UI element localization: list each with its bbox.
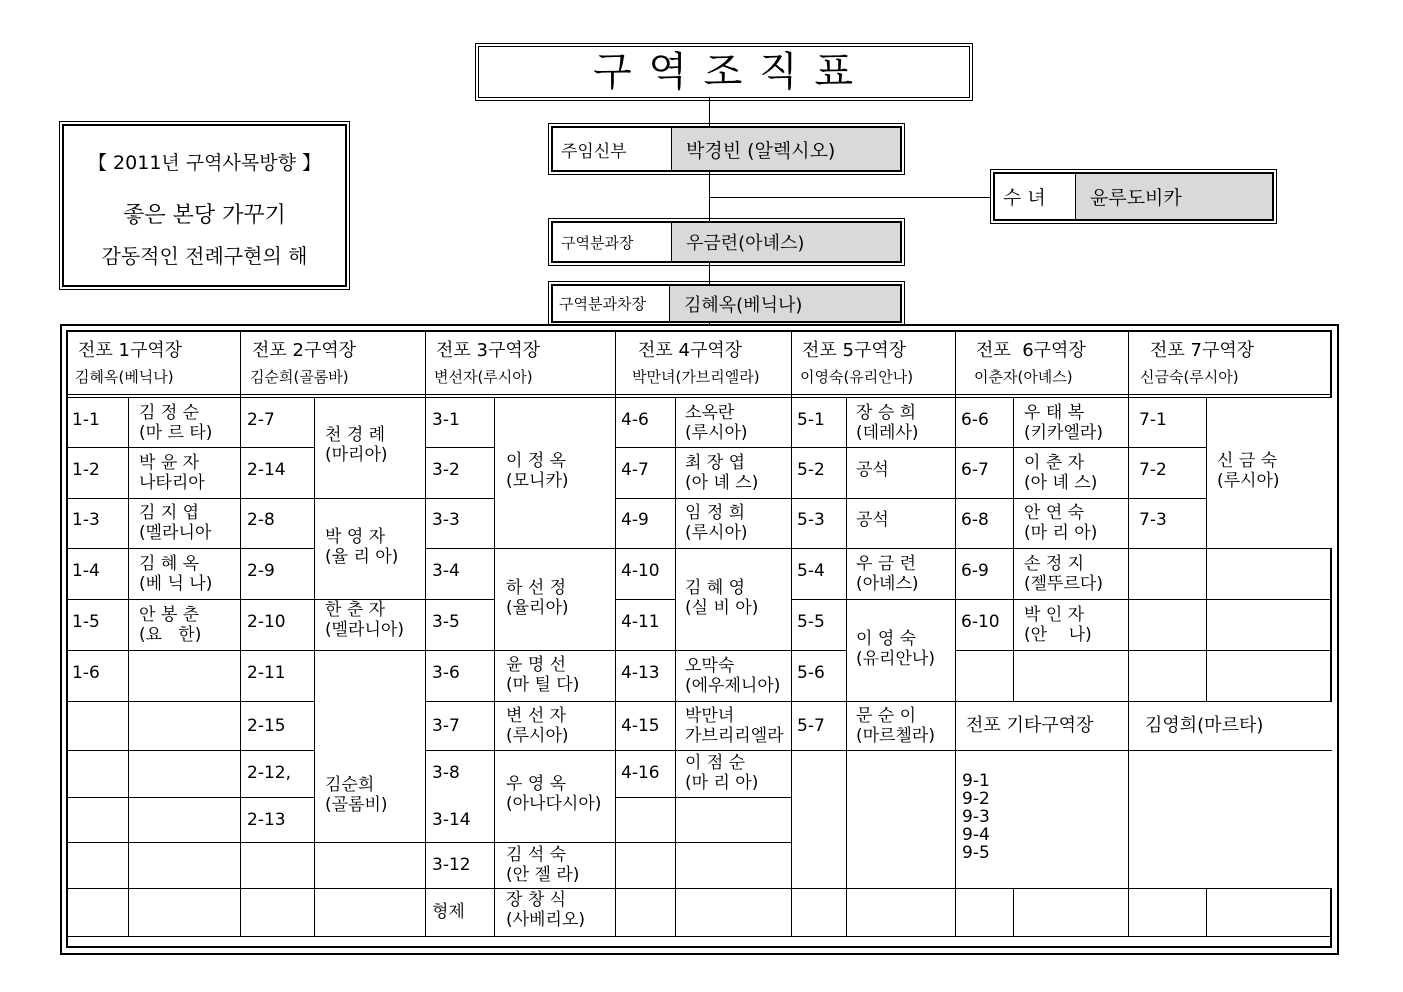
section-code: 3-6 (432, 663, 460, 683)
section-code: 형제 (432, 902, 465, 922)
member-name: 박 윤 자 나타리아 (139, 453, 205, 493)
header-col-line (1128, 332, 1129, 397)
member-name: 박만녀 가브리리엘라 (685, 706, 784, 746)
section-code: 6-6 (961, 410, 989, 430)
zone-header-name: 변선자(루시아) (434, 368, 533, 386)
member-name: 박 영 자 (율 리 아) (325, 527, 399, 567)
priest-box (551, 126, 902, 172)
member-name: 김 지 엽 (멜라니아 (139, 503, 212, 543)
zone-header-name: 이춘자(아녜스) (974, 368, 1073, 386)
member-name: 신 금 숙 (루시아) (1217, 451, 1280, 491)
member-name: 우 금 련 (아녜스) (856, 554, 919, 594)
nun-label: 수 녀 (995, 174, 1076, 219)
mission-line1: 【 2011년 구역사목방향 】 (88, 152, 321, 174)
section-code: 6-7 (961, 460, 989, 480)
zone-header-title: 전포 5구역장 (802, 340, 907, 361)
col-line (615, 397, 616, 936)
section-code: 1-4 (72, 561, 100, 581)
zone-header-title: 전포 4구역장 (638, 340, 743, 361)
section-code: 6-10 (961, 612, 1000, 632)
nun-name: 윤루도비카 (1076, 174, 1272, 219)
member-name: 이 정 옥 (모니카) (506, 451, 569, 491)
member-name: 박 인 자 (안 나) (1024, 605, 1092, 645)
section-code: 3-7 (432, 716, 460, 736)
member-name: 김 혜 옥 (베 닉 나) (139, 554, 213, 594)
section-code: 5-4 (797, 561, 825, 581)
zone-header-title: 전포 6구역장 (976, 340, 1086, 361)
zone-header-name: 김순희(골롬바) (250, 368, 349, 386)
section-code: 2-11 (247, 663, 286, 683)
section-code: 4-10 (621, 561, 660, 581)
member-name: 장 승 희 (데레사) (856, 403, 919, 443)
section-code: 1-3 (72, 510, 100, 530)
mission-box (62, 124, 347, 287)
section-code: 4-6 (621, 410, 649, 430)
connector-nun (709, 197, 991, 198)
head-box (551, 221, 902, 263)
mission-line3: 감동적인 전례구현의 해 (101, 244, 308, 268)
zone-header-name: 박만녀(가브리엘라) (632, 368, 760, 386)
section-code: 4-9 (621, 510, 649, 530)
member-name: 김 정 순 (마 르 타) (139, 403, 213, 443)
priest-name: 박경빈 (알렉시오) (672, 128, 900, 170)
nun-box (993, 172, 1274, 221)
col-line (128, 397, 129, 936)
member-name: 김순희 (골롬비) (325, 775, 388, 815)
member-name: 이 점 순 (마 리 아) (685, 753, 759, 793)
member-name: 하 선 정 (율리아) (506, 578, 569, 618)
etc-zone-name: 김영희(마르타) (1145, 715, 1264, 736)
section-code: 5-3 (797, 510, 825, 530)
section-code: 3-8 (432, 763, 460, 783)
member-name: 문 순 이 (마르첼라) (856, 706, 935, 746)
section-code: 3-1 (432, 410, 460, 430)
section-code: 3-3 (432, 510, 460, 530)
section-code: 4-16 (621, 763, 660, 783)
col-line (425, 397, 426, 936)
member-name: 최 장 엽 (아 녜 스) (685, 453, 759, 493)
vice-label: 구역분과차장 (553, 286, 670, 321)
member-name: 공석 (856, 510, 889, 530)
member-name: 한 춘 자 (멜라니아) (325, 600, 404, 640)
head-label: 구역분과장 (553, 223, 672, 261)
vice-box (551, 284, 902, 323)
section-code: 2-13 (247, 810, 286, 830)
priest-label: 주임신부 (553, 128, 672, 170)
row-line (68, 650, 1332, 651)
section-code: 3-4 (432, 561, 460, 581)
header-col-line (615, 332, 616, 397)
zone-header-name: 김혜옥(베닉나) (75, 368, 174, 386)
header-col-line (791, 332, 792, 397)
section-code: 3-5 (432, 612, 460, 632)
vice-name: 김혜옥(베닉나) (670, 286, 900, 321)
merged-cell (1129, 751, 1332, 888)
section-code: 5-2 (797, 460, 825, 480)
section-code: 2-9 (247, 561, 275, 581)
zone-header-title: 전포 7구역장 (1150, 340, 1255, 361)
section-code: 1-1 (72, 410, 100, 430)
section-code: 5-7 (797, 716, 825, 736)
zone-header-title: 전포 3구역장 (436, 340, 541, 361)
member-name: 이 춘 자 (아 녜 스) (1024, 453, 1098, 493)
etc-section-list: 9-1 9-2 9-3 9-4 9-5 (962, 771, 990, 863)
section-code: 1-6 (72, 663, 100, 683)
section-code: 3-12 (432, 855, 471, 875)
member-name: 윤 명 선 (마 틸 다) (506, 655, 580, 695)
zone-header-title: 전포 1구역장 (78, 340, 183, 361)
section-code: 1-5 (72, 612, 100, 632)
section-code: 4-15 (621, 716, 660, 736)
row-line (68, 946, 1332, 947)
section-code: 2-15 (247, 716, 286, 736)
member-name: 장 창 식 (사베리오) (506, 890, 585, 930)
section-code: 2-12, (247, 763, 291, 783)
row-line (68, 498, 1332, 499)
member-name: 우 영 옥 (아나다시아) (506, 774, 602, 814)
member-name: 오막숙 (에우제니아) (685, 656, 781, 696)
row-line (68, 447, 1332, 448)
member-name: 김 혜 영 (실 비 아) (685, 578, 759, 618)
etc-zone-title: 전포 기타구역장 (966, 715, 1094, 736)
section-code: 4-11 (621, 612, 660, 632)
section-code: 7-2 (1139, 460, 1167, 480)
header-col-line (240, 332, 241, 397)
section-code: 2-7 (247, 410, 275, 430)
section-code: 6-9 (961, 561, 989, 581)
section-code: 5-1 (797, 410, 825, 430)
zone-header-name: 신금숙(루시아) (1140, 368, 1239, 386)
section-code: 2-14 (247, 460, 286, 480)
col-line (846, 750, 847, 888)
zone-header-name: 이영숙(유리안나) (800, 368, 914, 386)
member-name: 손 정 지 (젤뚜르다) (1024, 554, 1103, 594)
col-line (675, 397, 676, 936)
merged-cell (792, 751, 955, 888)
row-line (68, 888, 1332, 889)
section-code: 6-8 (961, 510, 989, 530)
member-name: 임 정 희 (루시아) (685, 503, 748, 543)
section-code: 2-8 (247, 510, 275, 530)
member-name: 공석 (856, 460, 889, 480)
header-col-line (955, 332, 956, 397)
section-code: 7-1 (1139, 410, 1167, 430)
member-name: 이 영 숙 (유리안나) (856, 629, 935, 669)
section-code: 7-3 (1139, 510, 1167, 530)
header-divider (68, 397, 1332, 398)
section-code: 4-13 (621, 663, 660, 683)
section-code: 3-2 (432, 460, 460, 480)
col-line (240, 397, 241, 936)
section-code: 5-6 (797, 663, 825, 683)
member-name: 김 석 숙 (안 젤 라) (506, 845, 580, 885)
header-divider (68, 394, 1332, 395)
header-col-line (425, 332, 426, 397)
member-name: 소옥란 (루시아) (685, 403, 748, 443)
member-name: 변 선 자 (루시아) (506, 706, 569, 746)
section-code: 1-2 (72, 460, 100, 480)
mission-line2: 좋은 본당 가꾸기 (123, 203, 286, 228)
head-name: 우금련(아녜스) (672, 223, 900, 261)
section-code: 5-5 (797, 612, 825, 632)
member-name: 안 봉 춘 (요 한) (139, 605, 202, 645)
section-code: 4-7 (621, 460, 649, 480)
row-line (68, 936, 1332, 937)
member-name: 우 태 복 (키카엘라) (1024, 403, 1103, 443)
member-name: 천 경 례 (마리아) (325, 425, 388, 465)
page-title: 구 역 조 직 표 (478, 46, 970, 98)
member-name: 안 연 숙 (마 리 아) (1024, 503, 1098, 543)
section-code: 3-14 (432, 810, 471, 830)
section-code: 2-10 (247, 612, 286, 632)
zone-header-title: 전포 2구역장 (252, 340, 357, 361)
